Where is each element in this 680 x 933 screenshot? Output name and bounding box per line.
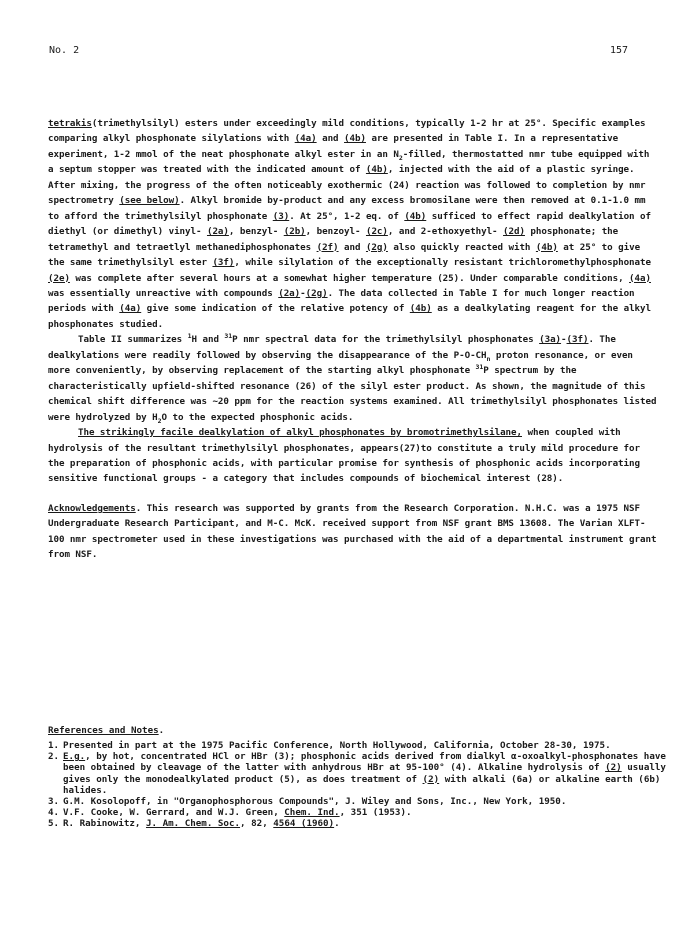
- compound-ref: (4b): [344, 133, 366, 145]
- compound-ref: (2e): [48, 272, 70, 284]
- compound-ref: (3): [272, 210, 290, 222]
- text-run: give some indication of the relative potency of: [141, 303, 410, 315]
- text-run: proton resonance, or even more conveniently, by observing replacement of the starting alkyl phosphonate: [48, 349, 633, 377]
- emphasis-tetrakis: tetrakis: [48, 118, 92, 129]
- superscript: 31: [475, 363, 484, 372]
- reference-text: [63, 807, 668, 818]
- text-run: Table II summarizes: [78, 334, 188, 346]
- compound-ref: (3f): [566, 334, 589, 346]
- reference-text: [63, 796, 668, 807]
- text-run: , injected with the aid of a plastic syringe. After mixing, the progress of the often noticeably exothermic (24) reaction was followed to completion by nmr spectrometry: [48, 164, 646, 207]
- reference-number: 1.: [48, 740, 60, 751]
- text-run: , by hot, concentrated HCl or HBr (3); phosphonic acids derived from dialkyl α-oxoalkyl-phosphonates have been obtained by cleavage of the latter with anhydrous HBr at 95-100° (4). Alkaline hydrolysis of: [63, 751, 666, 774]
- text-run: H and: [191, 334, 225, 346]
- page-number: 157: [610, 45, 629, 56]
- text-run: -filled, thermostatted nmr tube equipped with a septum stopper was treated with the indicated amount of: [48, 148, 650, 176]
- reference-item: [48, 751, 668, 796]
- compound-ref: (2b): [283, 226, 306, 238]
- subscript: 2: [398, 153, 403, 162]
- text-run: G.M. Kosolopoff, in "Organophosphorous Compounds", J. Wiley and Sons, Inc., New York, 1950.: [63, 796, 567, 808]
- text-run: usually gives only the monodealkylated product (5), as does treatment of: [63, 762, 666, 785]
- text-run: and: [316, 133, 345, 145]
- compound-ref: (4a): [629, 272, 651, 284]
- compound-ref: (4a): [294, 133, 317, 145]
- text-run: P nmr spectral data for the trimethylsilyl phosphonates: [232, 334, 540, 346]
- emphasis-eg: E.g.: [63, 751, 86, 763]
- text-run: sufficed to effect rapid dealkylation of diethyl (or dimethyl) vinyl-: [48, 210, 651, 238]
- text-run: are presented in Table I. In a representative experiment, 1-2 mmol of the neat phosphonate alkyl ester in an N: [48, 133, 619, 160]
- compound-ref: (4a): [119, 303, 142, 315]
- text-run: R. Rabinowitz,: [63, 818, 146, 830]
- references-heading: References and Notes: [48, 725, 159, 736]
- reference-number: 5.: [48, 818, 60, 830]
- compound-ref: (2): [422, 773, 440, 785]
- text-run: . At 25°, 1-2 eq. of: [289, 210, 405, 222]
- text-run: P spectrum by the characteristically upfield-shifted resonance (26) of the silyl ester product. As shown, the magnitude of this chemical shift difference was ~20 ppm for the reaction systems examined. All trimethylsilyl phosphonates listed were hydrolyzed by H: [48, 365, 657, 423]
- subscript: 2: [157, 416, 162, 425]
- journal-name: J. Am. Chem. Soc.: [145, 818, 241, 830]
- compound-ref: (4b): [409, 303, 432, 315]
- text-run: at 25° to give the same trimethylsilyl ester: [48, 241, 641, 269]
- section-spacer: [48, 487, 660, 501]
- compound-ref: (2): [605, 762, 622, 774]
- text-run: , and 2-ethoxyethyl-: [387, 226, 504, 238]
- text-run: ,: [240, 818, 252, 830]
- reference-number: 2.: [48, 751, 60, 763]
- compound-ref: (2g): [365, 241, 388, 253]
- text-run: as a dealkylating reagent for the alkyl phosphonates studied.: [48, 303, 651, 330]
- article-body: [48, 116, 660, 563]
- emphasis-conclusion: The strikingly facile dealkylation of alkyl phosphonates by bromotrimethylsilane,: [78, 427, 522, 439]
- text-run: .: [334, 818, 340, 830]
- paragraph-silylation-results: [48, 116, 660, 332]
- text-run: -: [561, 334, 567, 346]
- text-run: , benzoyl-: [305, 226, 366, 238]
- text-run: . This research was supported by grants from the Research Corporation. N.H.C. was a 1975 NSF Undergraduate Research Participant, and M-C. McK. received support from NSF grant BMS 13608. The Varian XLFT-100 nmr spectrometer used in these investigations was purchased with the aid of a departmental instrument grant from NSF.: [48, 502, 657, 561]
- reference-number: 3.: [48, 796, 60, 808]
- text-run: . The dealkylations were readily followed by observing the disappearance of the P-O-CH: [48, 334, 616, 361]
- acknowledgements: [48, 501, 660, 563]
- compound-ref: (4b): [365, 164, 388, 176]
- superscript: 1: [187, 332, 192, 341]
- see-below-note: (see below): [119, 195, 180, 207]
- text-run: with alkali (6a) or alkaline earth (6b) halides.: [63, 773, 661, 796]
- reference-text: [63, 818, 668, 829]
- text-run: O to the expected phosphonic acids.: [161, 411, 354, 423]
- compound-ref: (3a): [539, 334, 562, 346]
- text-run: (trimethylsilyl) esters under exceedingly mild conditions, typically 1-2 hr at 25°. Specific examples comparing alkyl phosphonate silylations with: [48, 118, 646, 145]
- text-run: V.F. Cooke, W. Gerrard, and W.J. Green,: [63, 807, 285, 819]
- text-run: -: [300, 287, 306, 299]
- references-list: [48, 740, 668, 830]
- paragraph-conclusion: [48, 425, 660, 487]
- text-run: .: [158, 725, 165, 736]
- journal-name: Chem. Ind.: [284, 807, 340, 819]
- journal-issue-number: No. 2: [49, 45, 80, 56]
- text-run: . The data collected in Table I for much longer reaction periods with: [48, 287, 635, 315]
- reference-number: 4.: [48, 807, 60, 819]
- references-heading-line: [48, 724, 668, 738]
- paragraph-nmr-data: [48, 332, 660, 425]
- compound-ref: (3f): [212, 257, 235, 269]
- compound-ref: (4b): [535, 241, 558, 253]
- reference-text: [63, 740, 668, 751]
- text-run: was essentially unreactive with compounds: [48, 287, 279, 299]
- compound-ref: (4b): [404, 210, 427, 222]
- text-run: , while silylation of the exceptionally resistant trichloromethylphosphonate: [234, 257, 651, 269]
- text-run: , 351 (1953).: [339, 807, 412, 819]
- text-run: . Alkyl bromide by-product and any excess bromosilane were then removed at 0.1-1.0 mm to afford the trimethylsilyl phosphonate: [48, 195, 646, 222]
- compound-ref: (2a): [206, 226, 229, 238]
- subscript: n: [486, 354, 491, 363]
- volume-number: 82: [251, 818, 263, 830]
- text-run: phosphonate; the tetramethyl and tetraetlyl methanediphosphonates: [48, 226, 619, 253]
- text-run: also quickly reacted with: [387, 241, 536, 253]
- text-run: when coupled with hydrolysis of the resultant trimethylsilyl phosphonates, appears(27)to constitute a truly mild procedure for the preparation of phosphonic acids, with particular promise for synthesis of phosphonic acids incorporating sensitive functional groups - a category that includes compounds of biochemical interest (28).: [48, 427, 640, 485]
- reference-item: [48, 807, 668, 818]
- reference-item: [48, 796, 668, 807]
- text-run: , benzyl-: [228, 226, 284, 238]
- references-section: [48, 724, 668, 830]
- superscript: 31: [224, 332, 233, 341]
- text-run: and: [338, 241, 366, 253]
- reference-text: [63, 751, 668, 796]
- acknowledgements-heading: Acknowledgements: [48, 502, 136, 514]
- compound-ref: (2d): [503, 226, 525, 238]
- text-run: ,: [262, 818, 274, 830]
- compound-ref: (2a): [278, 287, 301, 299]
- text-run: was complete after several hours at a somewhat higher temperature (25). Under comparable conditions,: [69, 272, 630, 284]
- compound-ref: (2g): [305, 287, 328, 299]
- text-run: Presented in part at the 1975 Pacific Conference, North Hollywood, California, October 28-30, 1975.: [63, 740, 611, 751]
- reference-item: [48, 818, 668, 829]
- page-year: 4564 (1960): [273, 818, 335, 830]
- compound-ref: (2f): [316, 241, 339, 253]
- reference-item: [48, 740, 668, 751]
- compound-ref: (2c): [365, 226, 388, 238]
